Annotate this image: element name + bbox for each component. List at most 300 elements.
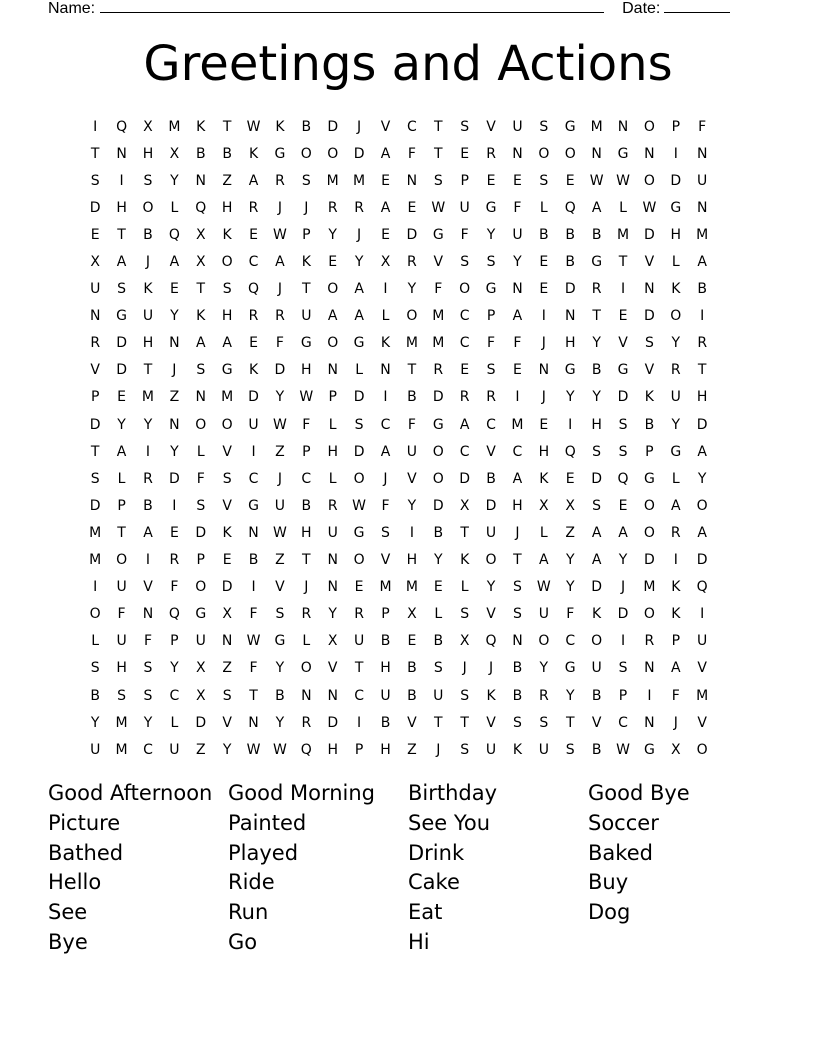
grid-letter[interactable]: Z [195,741,206,758]
grid-letter[interactable]: W [273,741,287,758]
grid-letter[interactable]: X [459,633,470,650]
grid-letter[interactable]: Y [592,389,601,406]
grid-letter[interactable]: B [591,226,602,243]
grid-letter[interactable]: K [486,687,496,704]
grid-letter[interactable]: S [275,606,285,623]
grid-letter[interactable]: B [380,714,391,731]
grid-letter[interactable]: B [407,389,417,406]
grid-letter[interactable]: E [460,362,470,379]
grid-letter[interactable]: E [249,335,258,352]
grid-letter[interactable]: O [564,145,576,162]
grid-letter[interactable]: F [513,335,522,352]
grid-letter[interactable]: E [90,226,100,243]
grid-letter[interactable]: K [301,254,311,271]
grid-letter[interactable]: C [459,443,470,460]
grid-letter[interactable]: J [515,524,520,541]
grid-letter[interactable]: K [671,281,681,298]
grid-letter[interactable]: U [169,741,180,758]
grid-letter[interactable]: G [221,362,233,379]
grid-letter[interactable]: U [406,443,417,460]
grid-letter[interactable]: P [671,118,681,135]
grid-letter[interactable]: I [119,172,124,189]
grid-letter[interactable]: W [299,389,314,406]
grid-letter[interactable]: N [327,579,338,596]
grid-letter[interactable]: Z [222,660,232,677]
grid-letter[interactable]: N [89,308,101,325]
grid-letter[interactable]: U [512,118,523,135]
grid-letter[interactable]: P [196,552,205,569]
grid-letter[interactable]: X [380,254,391,271]
grid-letter[interactable]: B [565,254,576,271]
grid-letter[interactable]: V [486,443,496,460]
grid-letter[interactable]: U [90,281,101,298]
grid-letter[interactable]: J [541,335,546,352]
grid-letter[interactable]: U [380,687,391,704]
grid-letter[interactable]: R [459,389,470,406]
grid-letter[interactable]: O [643,524,655,541]
grid-letter[interactable]: M [89,524,102,541]
grid-letter[interactable]: H [696,389,708,406]
grid-letter[interactable]: A [512,470,523,487]
grid-letter[interactable]: S [90,660,100,677]
grid-letter[interactable]: N [169,416,180,433]
grid-letter[interactable]: D [248,389,259,406]
grid-letter[interactable]: L [91,633,100,650]
grid-letter[interactable]: M [432,335,445,352]
grid-letter[interactable]: V [486,714,496,731]
grid-letter[interactable]: H [142,335,154,352]
grid-letter[interactable]: O [643,497,655,514]
grid-letter[interactable]: C [459,308,470,325]
grid-letter[interactable]: D [670,172,682,189]
grid-letter[interactable]: M [221,389,234,406]
grid-letter[interactable]: H [301,524,312,541]
grid-letter[interactable]: S [143,687,153,704]
grid-letter[interactable]: S [460,118,470,135]
grid-letter[interactable]: A [512,308,523,325]
grid-letter[interactable]: P [328,389,337,406]
grid-letter[interactable]: A [169,254,180,271]
grid-letter[interactable]: W [273,416,287,433]
grid-letter[interactable]: C [380,416,391,433]
grid-letter[interactable]: U [274,497,286,514]
grid-letter[interactable]: E [539,254,549,271]
grid-letter[interactable]: K [671,606,681,623]
grid-letter[interactable]: B [301,118,312,135]
grid-letter[interactable]: V [644,362,655,379]
grid-letter[interactable]: J [304,579,309,596]
grid-letter[interactable]: U [485,524,497,541]
grid-letter[interactable]: J [172,362,177,379]
grid-letter[interactable]: S [539,118,549,135]
grid-letter[interactable]: W [246,118,261,135]
name-blank-line[interactable] [100,0,604,13]
grid-letter[interactable]: E [222,552,232,569]
grid-letter[interactable]: O [432,443,444,460]
grid-letter[interactable]: F [566,606,575,623]
grid-letter[interactable]: T [565,714,575,731]
grid-letter[interactable]: N [248,714,259,731]
grid-letter[interactable]: R [275,308,285,325]
grid-letter[interactable]: X [143,118,153,135]
grid-letter[interactable]: E [618,308,628,325]
grid-letter[interactable]: Y [565,552,575,569]
grid-letter[interactable]: F [170,579,179,596]
grid-letter[interactable]: Z [222,172,232,189]
grid-letter[interactable]: T [222,118,232,135]
grid-letter[interactable]: T [302,281,311,298]
grid-letter[interactable]: V [380,552,391,569]
grid-letter[interactable]: R [248,308,259,325]
grid-letter[interactable]: B [644,416,655,433]
grid-letter[interactable]: O [643,606,655,623]
grid-letter[interactable]: L [460,579,469,596]
grid-letter[interactable]: U [116,579,127,596]
grid-letter[interactable]: W [431,199,446,216]
grid-letter[interactable]: M [353,172,366,189]
grid-letter[interactable]: L [302,633,311,650]
grid-letter[interactable]: M [696,687,709,704]
grid-letter[interactable]: N [617,118,629,135]
grid-letter[interactable]: O [142,199,154,216]
grid-letter[interactable]: A [380,199,391,216]
grid-letter[interactable]: N [248,524,259,541]
grid-letter[interactable]: P [460,172,469,189]
grid-letter[interactable]: Q [248,281,260,298]
grid-letter[interactable]: H [221,308,233,325]
grid-letter[interactable]: D [221,579,233,596]
grid-letter[interactable]: X [670,741,681,758]
grid-letter[interactable]: U [697,633,708,650]
grid-letter[interactable]: R [354,199,364,216]
grid-letter[interactable]: G [670,443,682,460]
grid-letter[interactable]: N [406,172,418,189]
grid-letter[interactable]: K [671,579,681,596]
grid-letter[interactable]: Y [539,660,549,677]
grid-letter[interactable]: W [352,497,367,514]
grid-letter[interactable]: S [539,714,549,731]
grid-letter[interactable]: Y [486,579,496,596]
grid-letter[interactable]: U [301,308,312,325]
grid-letter[interactable]: G [274,633,286,650]
grid-letter[interactable]: N [221,633,233,650]
grid-letter[interactable]: O [591,633,603,650]
grid-letter[interactable]: F [381,497,390,514]
grid-letter[interactable]: I [515,389,520,406]
grid-letter[interactable]: N [696,199,708,216]
grid-letter[interactable]: Q [168,226,180,243]
grid-letter[interactable]: J [383,470,388,487]
grid-letter[interactable]: U [353,633,365,650]
grid-letter[interactable]: K [248,145,259,162]
grid-letter[interactable]: S [433,660,443,677]
grid-letter[interactable]: E [328,254,338,271]
grid-letter[interactable]: E [354,579,364,596]
grid-letter[interactable]: P [90,389,100,406]
grid-letter[interactable]: S [539,172,549,189]
grid-letter[interactable]: I [357,714,362,731]
grid-letter[interactable]: B [407,687,417,704]
grid-letter[interactable]: G [432,226,444,243]
grid-letter[interactable]: V [486,118,496,135]
grid-letter[interactable]: A [380,443,391,460]
grid-letter[interactable]: C [248,470,259,487]
grid-letter[interactable]: A [697,443,707,460]
grid-letter[interactable]: T [302,552,311,569]
grid-letter[interactable]: R [143,470,153,487]
grid-letter[interactable]: R [486,145,496,162]
grid-letter[interactable]: O [670,308,682,325]
grid-letter[interactable]: A [116,443,127,460]
grid-letter[interactable]: A [591,552,602,569]
grid-letter[interactable]: E [407,199,417,216]
grid-letter[interactable]: T [354,660,364,677]
grid-letter[interactable]: O [459,281,471,298]
grid-letter[interactable]: N [512,281,523,298]
grid-letter[interactable]: H [380,660,391,677]
grid-letter[interactable]: N [512,145,523,162]
grid-letter[interactable]: O [432,470,444,487]
grid-letter[interactable]: O [300,660,312,677]
grid-letter[interactable]: U [142,308,154,325]
grid-letter[interactable]: S [565,741,575,758]
grid-letter[interactable]: H [564,335,576,352]
grid-letter[interactable]: G [274,145,286,162]
grid-letter[interactable]: V [591,714,602,731]
grid-letter[interactable]: M [168,118,181,135]
grid-letter[interactable]: X [407,606,417,623]
grid-letter[interactable]: G [564,118,576,135]
grid-letter[interactable]: I [383,389,388,406]
grid-letter[interactable]: E [433,579,443,596]
grid-letter[interactable]: N [644,660,655,677]
grid-letter[interactable]: H [142,145,154,162]
grid-letter[interactable]: T [433,118,443,135]
grid-letter[interactable]: H [116,199,127,216]
grid-letter[interactable]: D [617,389,629,406]
grid-letter[interactable]: A [671,497,681,514]
grid-letter[interactable]: A [539,552,549,569]
grid-letter[interactable]: S [90,470,100,487]
grid-letter[interactable]: S [196,362,206,379]
grid-letter[interactable]: D [89,199,101,216]
grid-letter[interactable]: G [353,335,365,352]
grid-letter[interactable]: R [697,335,708,352]
grid-letter[interactable]: Y [328,226,337,243]
grid-letter[interactable]: K [644,389,654,406]
grid-letter[interactable]: S [486,254,496,271]
grid-letter[interactable]: C [143,741,153,758]
grid-letter[interactable]: I [673,552,678,569]
grid-letter[interactable]: A [671,660,681,677]
grid-letter[interactable]: L [355,362,363,379]
grid-letter[interactable]: D [432,389,444,406]
grid-letter[interactable]: D [327,118,339,135]
grid-letter[interactable]: V [433,254,444,271]
grid-letter[interactable]: I [409,524,414,541]
grid-letter[interactable]: D [644,552,655,569]
grid-letter[interactable]: S [381,524,390,541]
grid-letter[interactable]: T [407,362,417,379]
grid-letter[interactable]: B [512,687,523,704]
grid-letter[interactable]: B [222,145,232,162]
grid-letter[interactable]: E [169,281,179,298]
grid-letter[interactable]: M [616,226,630,243]
grid-letter[interactable]: D [89,497,101,514]
grid-letter[interactable]: U [697,172,708,189]
grid-letter[interactable]: V [380,118,391,135]
grid-letter[interactable]: M [696,226,709,243]
grid-letter[interactable]: A [591,199,602,216]
grid-letter[interactable]: Y [354,254,364,271]
grid-letter[interactable]: M [141,389,155,406]
grid-letter[interactable]: F [407,416,416,433]
grid-letter[interactable]: Q [617,470,629,487]
grid-letter[interactable]: L [434,606,443,623]
grid-letter[interactable]: M [405,335,418,352]
grid-letter[interactable]: L [619,199,627,216]
grid-letter[interactable]: R [301,714,312,731]
grid-letter[interactable]: D [274,362,286,379]
grid-letter[interactable]: U [591,660,602,677]
grid-letter[interactable]: N [644,714,655,731]
grid-letter[interactable]: B [512,660,523,677]
grid-letter[interactable]: P [354,741,364,758]
grid-letter[interactable]: I [93,579,98,596]
grid-letter[interactable]: U [485,741,497,758]
grid-letter[interactable]: D [353,443,365,460]
grid-letter[interactable]: D [591,579,602,596]
grid-letter[interactable]: B [591,687,602,704]
grid-letter[interactable]: M [379,579,392,596]
grid-letter[interactable]: Y [618,552,628,569]
grid-letter[interactable]: D [89,416,101,433]
grid-letter[interactable]: R [670,362,681,379]
grid-letter[interactable]: C [248,254,259,271]
grid-letter[interactable]: X [539,497,549,514]
grid-letter[interactable]: G [195,606,207,623]
grid-letter[interactable]: P [618,687,628,704]
grid-letter[interactable]: M [643,579,656,596]
grid-letter[interactable]: J [357,226,362,243]
grid-letter[interactable]: G [485,281,497,298]
grid-letter[interactable]: S [460,687,470,704]
grid-letter[interactable]: P [486,308,496,325]
grid-letter[interactable]: S [354,416,364,433]
grid-letter[interactable]: E [407,633,417,650]
grid-letter[interactable]: A [222,335,232,352]
grid-letter[interactable]: Y [90,714,100,731]
grid-letter[interactable]: J [277,281,282,298]
grid-letter[interactable]: K [275,118,285,135]
grid-letter[interactable]: N [327,362,338,379]
grid-letter[interactable]: D [485,497,497,514]
grid-letter[interactable]: U [90,741,101,758]
grid-letter[interactable]: N [116,145,127,162]
grid-letter[interactable]: Q [696,579,708,596]
grid-letter[interactable]: A [327,308,338,325]
grid-letter[interactable]: B [565,226,576,243]
grid-letter[interactable]: S [460,741,470,758]
grid-letter[interactable]: S [486,362,496,379]
grid-letter[interactable]: B [591,741,602,758]
grid-letter[interactable]: X [169,145,180,162]
grid-letter[interactable]: A [618,524,628,541]
grid-letter[interactable]: I [568,416,573,433]
grid-letter[interactable]: Y [275,714,285,731]
grid-letter[interactable]: C [169,687,180,704]
grid-letter[interactable]: T [618,254,628,271]
grid-letter[interactable]: C [512,443,523,460]
grid-letter[interactable]: Y [565,579,575,596]
grid-letter[interactable]: C [301,470,312,487]
grid-letter[interactable]: S [460,606,470,623]
grid-letter[interactable]: F [487,335,496,352]
grid-letter[interactable]: K [539,470,549,487]
grid-letter[interactable]: Y [433,552,443,569]
grid-letter[interactable]: H [380,741,391,758]
grid-letter[interactable]: V [222,497,232,514]
grid-letter[interactable]: B [275,687,285,704]
grid-letter[interactable]: Y [170,443,179,460]
grid-letter[interactable]: X [195,226,206,243]
grid-letter[interactable]: W [246,741,261,758]
grid-letter[interactable]: J [277,470,282,487]
grid-letter[interactable]: P [381,606,390,623]
grid-letter[interactable]: F [196,470,205,487]
grid-letter[interactable]: O [195,579,207,596]
grid-letter[interactable]: S [513,714,522,731]
grid-letter[interactable]: L [328,416,337,433]
grid-letter[interactable]: A [697,524,707,541]
grid-letter[interactable]: Z [407,741,417,758]
grid-letter[interactable]: Y [117,416,126,433]
grid-letter[interactable]: G [248,497,259,514]
grid-letter[interactable]: T [433,145,443,162]
grid-letter[interactable]: O [406,308,418,325]
grid-letter[interactable]: P [645,443,654,460]
grid-letter[interactable]: Y [671,335,681,352]
grid-letter[interactable]: Q [564,199,576,216]
grid-letter[interactable]: Y [170,660,179,677]
grid-letter[interactable]: N [327,687,338,704]
grid-letter[interactable]: A [459,416,470,433]
grid-letter[interactable]: T [143,362,153,379]
grid-letter[interactable]: J [462,660,467,677]
grid-letter[interactable]: N [538,362,550,379]
grid-letter[interactable]: K [512,741,523,758]
grid-letter[interactable]: M [405,579,418,596]
grid-letter[interactable]: D [459,470,471,487]
grid-letter[interactable]: G [353,524,365,541]
grid-letter[interactable]: I [145,552,151,569]
grid-letter[interactable]: Y [407,497,417,514]
grid-letter[interactable]: Y [170,308,179,325]
grid-letter[interactable]: B [248,552,259,569]
grid-letter[interactable]: Z [275,443,285,460]
grid-letter[interactable]: O [538,633,550,650]
grid-letter[interactable]: C [565,633,576,650]
grid-letter[interactable]: N [644,281,655,298]
grid-letter[interactable]: C [354,687,364,704]
grid-letter[interactable]: D [564,281,576,298]
grid-letter[interactable]: G [485,199,497,216]
grid-letter[interactable]: J [620,579,626,596]
grid-letter[interactable]: G [564,362,576,379]
grid-letter[interactable]: K [592,606,602,623]
grid-letter[interactable]: W [642,199,657,216]
grid-letter[interactable]: Y [407,281,417,298]
